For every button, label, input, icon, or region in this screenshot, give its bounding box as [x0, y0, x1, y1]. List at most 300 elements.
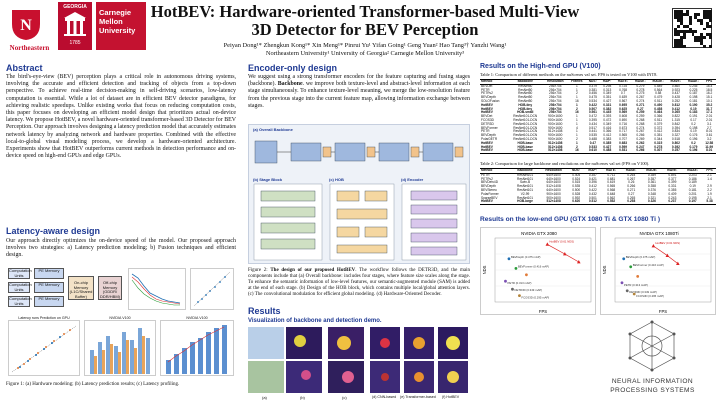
latency-scatter-small	[190, 268, 234, 310]
table2-cell: ResNet101	[517, 187, 533, 192]
qr-module	[689, 22, 692, 25]
table1-cell: 0.247	[636, 144, 645, 149]
table1-cell: 0.456	[588, 91, 597, 96]
table1-cell: 0.518	[671, 136, 680, 141]
table1-cell: 0.472	[588, 114, 597, 119]
table2-cell: 0.271	[627, 187, 636, 192]
table2-cell: 0.648	[607, 191, 616, 196]
table1-cell: 0.445	[603, 110, 612, 115]
table1-cell: ResNet101-DCN	[513, 136, 538, 141]
table1-cell: 0.608	[619, 114, 628, 119]
table1-cell: 0.716	[619, 121, 628, 126]
table1-cell: BEVFormer	[481, 125, 498, 130]
table2-cell: 640×1600	[546, 172, 561, 177]
table1-cell: 16	[575, 110, 579, 115]
table1-cell: 0.351	[603, 95, 612, 100]
onchip-memory: On-chip Memory (L1C/Shared Buffer)	[68, 276, 94, 300]
table1-header-cell: mAVE↓	[667, 80, 684, 85]
table1-cell: 0.860	[671, 83, 680, 88]
baseline-point	[636, 275, 639, 278]
table1-cell: 0.266	[632, 149, 650, 153]
hotbev-point	[577, 260, 581, 263]
table2-cell: 0.189	[688, 180, 697, 185]
table1-cell: 0.434	[588, 121, 597, 126]
table2-cell: 0.321	[647, 195, 656, 200]
table2-cell: 0.432	[588, 191, 597, 196]
table1-cell: 0.268	[636, 117, 645, 122]
table1-cell: HotBEV	[481, 106, 493, 111]
table1-cell: BEVDet	[481, 83, 493, 88]
table2-cell: ResNet101	[517, 172, 533, 177]
table1-cell: 0.610	[586, 149, 600, 153]
table2-cell: 640×1600	[546, 176, 561, 181]
table1-cell: 0.278	[636, 87, 645, 92]
backbone-diagram	[253, 133, 467, 173]
table2-cell: 2.1	[707, 172, 712, 177]
offchip-memory: Off-chip Memory (GDDR/ DDR/HBM)	[98, 276, 122, 300]
table2-cell: 0.326	[641, 200, 662, 204]
table1-cell: 0.599	[619, 144, 628, 149]
table1-cell: 0.533	[588, 144, 597, 149]
table1-cell: 1.315	[671, 117, 680, 122]
table2-header-cell: mAOE↓	[641, 169, 662, 174]
table1-cell: 0.183	[689, 110, 698, 115]
table1-cell: 0.422	[588, 102, 597, 107]
table1-cell: 1	[575, 117, 578, 122]
table1-cell: 12.58	[705, 140, 714, 145]
table2-cell: 0.19	[689, 184, 696, 189]
table1-cell: 0.252	[671, 98, 680, 103]
table2-cell: 0.552	[601, 200, 621, 204]
table1-cell: 0.464	[654, 110, 663, 115]
table1-cell: HotBEV	[481, 144, 493, 149]
table1-header-cell: mAOE↓	[649, 80, 667, 85]
table2-cell: 0.357	[647, 176, 656, 181]
table1-cell: 10.1	[706, 98, 713, 103]
table2-header-cell: mAP↑	[584, 169, 601, 174]
hob-diagram	[329, 183, 395, 261]
point-label: PETR (0.313 mAP)	[623, 282, 648, 287]
table2-cell: 0.409	[668, 191, 677, 196]
pe-memory-3: PE Memory	[34, 296, 64, 307]
neurips-line1: NEURAL INFORMATION	[611, 378, 694, 385]
georgia-arch-icon	[63, 12, 87, 38]
table1-cell: 900×1600	[548, 114, 563, 119]
table2-caption: Table 2: Comparison for large backbone and resolutions on the nuScenes val set (FPS on V100).	[480, 161, 650, 166]
high-end-heading: Results on the High-end GPU (V100)	[480, 63, 601, 70]
qr-module	[683, 36, 686, 39]
baseline-point	[622, 257, 625, 260]
table2-cell: 0.331	[668, 184, 677, 189]
table1-cell: 0.278	[654, 144, 663, 149]
chart-title: NVIDIA GTX 2080	[521, 231, 557, 236]
table1-cell: 512×1408	[548, 140, 563, 145]
table2-header-cell: NDS↑	[568, 169, 584, 174]
results-heading: Results	[248, 306, 281, 316]
table1-cell: 0.569	[619, 110, 628, 115]
table1-cell: 0.196	[689, 136, 698, 141]
x-axis-label: FPS	[658, 309, 668, 314]
point-label: DETR3D (0.349 mAP)	[514, 288, 543, 293]
qr-module	[677, 25, 680, 28]
baseline-point	[525, 273, 528, 276]
point-label: BEVFormer (0.416 mAP)	[632, 262, 664, 267]
table1-cell: 35.2	[706, 102, 713, 107]
table1	[480, 79, 716, 154]
table2-cell: 0.592	[572, 195, 581, 200]
table1-cell: 0.379	[654, 121, 663, 126]
table1-cell: 0.565	[619, 133, 628, 138]
point-label: HotBEV (0.61 NDS)	[655, 241, 681, 245]
panel-c-label: (c) HOB	[329, 177, 344, 182]
table2-cell: 0.197	[682, 200, 703, 204]
table1-cell: 0.673	[619, 125, 628, 130]
table1-cell: DETR3D	[481, 121, 494, 126]
table1-cell: 0.822	[671, 114, 680, 119]
table2-cell: 0.515	[572, 180, 581, 185]
table1-cell: 16	[575, 98, 579, 103]
table1-cell: 0.768	[619, 87, 628, 92]
table2-header-cell: mAVE↓	[662, 169, 682, 174]
table1-cell: 0.176	[689, 133, 698, 138]
table2-cell: 0.237	[662, 200, 682, 204]
table2-cell: 0.348	[647, 191, 656, 196]
table1-cell: 0.531	[615, 149, 632, 153]
table2-cell: 0.355	[668, 187, 677, 192]
table1-cell: 3.1	[706, 121, 712, 126]
latency-line-chart	[128, 268, 186, 310]
table2-cell: 0.186	[688, 176, 697, 181]
table1-cell: 0.269	[636, 136, 645, 141]
table1-cell: 256×704	[549, 87, 562, 92]
qr-module	[683, 45, 686, 48]
table2-cell: 0.500	[572, 187, 581, 192]
table1-cell: 900×1600	[548, 121, 563, 126]
table1-cell: 0.275	[636, 91, 645, 96]
table1-cell: 900×1600	[548, 117, 563, 122]
table1-cell: 0.725	[619, 83, 628, 88]
table1-cell: 0.383	[603, 136, 612, 141]
table2-cell: 0.501	[588, 195, 597, 200]
table1-cell: 0.271	[636, 102, 645, 107]
table2-cell: PETR	[481, 172, 490, 177]
table1-header-cell: mAP↑	[600, 80, 615, 85]
table2-cell: 0.404	[572, 172, 581, 177]
chart-gtx2080	[480, 227, 596, 315]
table2-cell: BEVDetv4D	[481, 180, 499, 185]
figure2-caption: Figure 2: The design of our proposed HotBEV. The workflow follows the DETR3D, and the main components include that (a) Overall backbone: includes four stages, where feature size scales along the stage. To enhance the semantic information of low-level features, our semantic-augmented module (SAM) is added at the end of each stage. (b) Design of the HOB block, which contains multiple local/global attention layers. (c) The convolutional modulation for efficient global modeling. (d) Hardware-Oriented Decoder.	[248, 268, 470, 297]
table1-cell: 8.01	[702, 149, 716, 153]
table1-cell: 0.458	[654, 106, 663, 111]
table2-cell: 640×1600	[546, 180, 561, 185]
qr-module	[709, 25, 712, 28]
table1-cell: 0.313	[603, 87, 612, 92]
table2-cell: ResNet101	[517, 176, 533, 181]
table1-cell: ResNet101-DCN	[513, 121, 538, 126]
table1-cell: HotBEV	[480, 149, 508, 153]
table2-cell: 0.376	[647, 187, 656, 192]
table1-cell: ResNet50	[518, 83, 533, 88]
pe-memory-2: PE Memory	[34, 282, 64, 293]
table1-cell: 2	[575, 91, 578, 96]
table1-cell: 1	[575, 133, 578, 138]
compute-unit-1: Computation Units	[9, 268, 32, 278]
table1-cell: ResNet50	[518, 98, 533, 103]
table1-cell: 0.245	[689, 83, 698, 88]
table1-cell: 0.427	[603, 144, 612, 149]
table1-cell: 0.393	[603, 114, 612, 119]
table2-cell: 512×1408	[539, 200, 568, 204]
compute-unit-3: Computation Units	[9, 296, 32, 306]
table1-cell: 0.372	[654, 125, 663, 130]
qr-module	[709, 36, 712, 39]
table1-cell: 0.394	[671, 125, 680, 130]
table1-cell: 0.298	[603, 83, 612, 88]
table1-cell: 18.5	[706, 87, 713, 92]
table2-cell: 1.9	[707, 191, 712, 196]
table1-cell: 0.842	[671, 121, 680, 126]
table1-cell: 256×704	[549, 91, 562, 96]
table1-cell: 0.517	[588, 125, 597, 130]
table1-cell: 0.511	[654, 117, 663, 122]
table1-cell: 15.1	[706, 95, 713, 100]
table1-cell: 0.690	[619, 117, 628, 122]
table1-cell: 0.923	[671, 87, 680, 92]
table2-cell: 0.412	[588, 184, 597, 189]
table1-cell: 256×704	[549, 95, 562, 100]
table1-cell: HotBEV	[481, 102, 493, 107]
table1-cell: ResNet50	[518, 95, 533, 100]
table2-cell: HOB-large	[511, 200, 539, 204]
table1-cell: 0.385	[603, 140, 612, 145]
table1-cell: 16.4	[706, 83, 713, 88]
low-end-heading: Results on the low-end GPU (GTX 1080 Ti & GTX 1080 Ti )	[480, 216, 661, 223]
table1-cell: HOB-base	[517, 144, 533, 149]
baseline-point	[518, 294, 521, 297]
table2-cell: 0.422	[588, 187, 597, 192]
vis-label-c: (c)	[342, 395, 347, 400]
table1-cell: 0.475	[588, 95, 597, 100]
table1-cell: 256×704	[549, 98, 562, 103]
table1-cell: 256×704	[549, 110, 562, 115]
table1-cell: 0.265	[671, 110, 680, 115]
table2-cell: 0.266	[627, 184, 636, 189]
table1-cell: 1	[575, 121, 578, 126]
table2-cell: 0.421	[588, 176, 597, 181]
table1-cell: 2	[575, 144, 578, 149]
hotbev-point	[676, 262, 680, 265]
qr-module	[709, 19, 712, 22]
table1-cell: 0.274	[636, 125, 645, 130]
latency-heading: Latency-aware design	[6, 226, 101, 236]
northeastern-wordmark: Northeastern	[9, 44, 50, 52]
table1-cell: 0.225	[689, 87, 698, 92]
table1-cell: 0.366	[603, 129, 612, 134]
georgia-year: 1785	[69, 40, 81, 46]
baseline-point	[621, 281, 624, 284]
table2-cell: 900×1600	[546, 195, 561, 200]
authors: Peiyan Dong¹* Zhengkun Kong¹* Xin Meng¹* Pinrui Yu¹ Yifan Going¹ Geng Yuan² Hao Tang³† Yanzhi Wang¹	[223, 42, 507, 49]
table1-cell: 0.717	[619, 129, 628, 134]
georgia-wordmark: GEORGIA	[63, 4, 87, 10]
chart-gtx1080ti	[600, 227, 716, 315]
table1-cell: 0.7	[620, 91, 626, 96]
point-label: BEVDepth (0.475 mAP)	[625, 254, 656, 259]
table2-cell: 0.711	[607, 172, 616, 177]
table1-cell: 0.331	[603, 102, 612, 107]
qr-module	[700, 22, 703, 25]
table1-cell: 0.349	[603, 91, 612, 96]
table1-cell: 0.379	[588, 83, 597, 88]
table2-cell: PolarFormer	[481, 191, 499, 196]
table2-cell: 0.203	[688, 172, 697, 177]
table1-cell: 1	[575, 95, 578, 100]
table2-cell: 0.399	[668, 180, 677, 185]
table1-cell: 0.534	[588, 98, 597, 103]
table1-cell: 3.61	[706, 133, 713, 138]
baseline-point	[508, 257, 511, 260]
table1-cell: 0.488	[588, 136, 597, 141]
abstract-text: The bird's-eye-view (BEV) perception plays a critical role in autonomous driving systems, involving the accurate and efficient detection and tracking of objects from a top-down perspective. To achieve real-time decision-making in self-driving scenarios, low-latency computation is essential. While a lot of dataset are in efficient BEV detector paradigms, for achieving realistic speedups. Unlike existing works that focus on reducing computation costs, this paper focuses on developing an efficient model design that prioritizes actual on-device latency. We propose HotBEV, a novel hardware-oriented transformer-based 3D Detector for BEV Perception. Our approach involves designing a latency prediction model that accurately estimates network latency by analyzing network and hardware properties. Combined with the effective local-to-global visual modeling process, we develop a hardware-oriented architecture. Experiments show that HotBEV outperforms current methods in detection performance and on-device speed on high-end GPUs and edge GPUs.	[6, 74, 236, 160]
table1-cell: 0.428	[671, 95, 680, 100]
table1-cell: 512×1408	[543, 149, 568, 153]
table1-cell: HotBEV	[481, 110, 493, 115]
table1-cell: 0.19	[690, 106, 697, 111]
table1-cell: 0.327	[671, 133, 680, 138]
table1-cell: 0.257	[667, 149, 684, 153]
table1-cell: PolarDETR	[481, 136, 498, 141]
table1-cell: 0.382	[603, 106, 612, 111]
latency-panel-1-title: Latency runs Prediction on GPU	[18, 316, 70, 320]
vis-label-d: (d) CNN-based	[372, 395, 397, 399]
table1-cell: 1	[575, 87, 578, 92]
table2-cell: 0.565	[607, 184, 616, 189]
table1-cell: 0.315	[654, 140, 663, 145]
table1-cell: 0.181	[689, 98, 698, 103]
table1-cell: 256×704	[549, 102, 562, 107]
table1-cell: 0.412	[603, 133, 612, 138]
table1-cell: 0.834	[671, 129, 680, 134]
table1-cell: 0.490	[654, 102, 663, 107]
table1-cell: 0.507	[588, 106, 597, 111]
vis-label-b: (b)	[300, 395, 305, 400]
table1-cell: 1	[575, 140, 578, 145]
author-block	[150, 42, 580, 57]
decoder-diagram	[401, 183, 467, 261]
point-label: FCOS3D (0.295 mAP)	[521, 295, 550, 300]
table2-cell: 0.181	[688, 187, 697, 192]
table1-cell: 2	[575, 136, 578, 141]
table1-cell: 17.1	[706, 110, 713, 115]
table1-cell: PETR	[481, 129, 490, 134]
table1-header-cell: mASE↓	[632, 80, 650, 85]
table1-cell: PETR	[481, 87, 490, 92]
table1-cell: 0.279	[636, 83, 645, 88]
latency-panel-3-title: NVIDIA V100	[186, 316, 208, 320]
latency-text: Our approach directly optimizes the on-device speed of the model. Our proposed approach involves two strategies: a) Latency prediction modeling; b) Fusion techniques and efficient design.	[6, 238, 236, 259]
table1-cell: 16	[568, 149, 586, 153]
table2-cell: 0.27	[628, 191, 635, 196]
table1-cell: 0.266	[636, 133, 645, 138]
table1-cell: 0.695	[619, 102, 628, 107]
table2-cell: 640×1600	[546, 187, 561, 192]
neurips-line2: PROCESSING SYSTEMS	[610, 387, 695, 394]
panel-a-label: (a) Overall Backbone	[253, 127, 293, 132]
table2-cell: 0.524	[572, 176, 581, 181]
table1-cell: 0.625	[619, 106, 628, 111]
table2-cell: 0.243	[668, 195, 677, 200]
table2	[480, 168, 716, 205]
table2-cell: 0.891	[668, 172, 677, 177]
table1-cell: ResNet101-DCN	[513, 114, 538, 119]
table1-cell: 2.01	[706, 114, 713, 119]
hotbev-series-line	[653, 246, 677, 264]
table2-cell: ResNet101	[517, 195, 533, 200]
table1-cell: 0.416	[603, 125, 612, 130]
table1-cell: 0.564	[654, 87, 663, 92]
table1-cell: 0.58	[655, 91, 662, 96]
latency-panel-2-title: NVIDIA V100	[109, 316, 131, 320]
table1-header-cell: Method	[480, 80, 508, 85]
point-label: HotBEV (0.61 NDS)	[549, 239, 575, 244]
table1-cell: 31.7	[706, 106, 713, 111]
table2-cell: 900×1600	[546, 191, 561, 196]
table1-cell: 0.344	[654, 136, 663, 141]
y-axis-label: NDS	[482, 265, 487, 275]
table2-cell: 0.357	[588, 172, 597, 177]
table1-cell: 0.198	[689, 95, 698, 100]
table1-cell: 0.441	[588, 129, 597, 134]
compute-unit-2: Computation Units	[9, 282, 32, 292]
cmu-wordmark: Carnegie Mellon University	[99, 8, 136, 35]
abstract-heading: Abstract	[6, 63, 43, 73]
table1-cell: ResNet50	[518, 87, 533, 92]
qr-module	[703, 28, 706, 31]
table1-cell: 0.535	[588, 133, 597, 138]
table2-cell: 0.265	[627, 195, 636, 200]
affiliations: Northeastern University¹ University of Georgia² Carnegie Mellon University³	[265, 49, 465, 57]
table1-cell: 0.267	[636, 95, 645, 100]
table1-row	[480, 149, 716, 153]
table1-cell: 0.511	[654, 98, 663, 103]
table1-cell: 0.274	[636, 98, 645, 103]
table1-cell: 0.639	[619, 95, 628, 100]
latency-panel-3	[160, 316, 234, 378]
table2-cell: 0.535	[572, 184, 581, 189]
point-label: BEVFormer (0.416 mAP)	[517, 264, 550, 269]
table2-cell: 0.528	[572, 191, 581, 196]
table2-cell: 5.38	[703, 200, 716, 204]
table2-cell: 2.2	[707, 187, 712, 192]
table1-cell: 0.262	[636, 140, 645, 145]
hardware-model-figure	[6, 266, 236, 392]
table2-cell: 2.1	[707, 195, 712, 200]
table2-cell: V2-99	[520, 191, 530, 196]
table1-cell: 900×1600	[548, 133, 563, 138]
table1-cell: SOLOFusion	[481, 98, 500, 103]
encoder-text: We suggest using a strong transformer encoders for the feature capturing and fusing stages (backbone). Backbone. we improve both texture-level and abstract-level information at each stage simultaneously. To enhance texture-level meaning, we merge the low-resolution feature from the previous stage into the current feature map, allowing information exchange between stages.	[248, 74, 470, 109]
table1-cell: 1	[575, 83, 578, 88]
svg-text:N: N	[20, 17, 32, 34]
table1-cell: ResNet101-DCN	[513, 117, 538, 122]
encoder-heading: Encoder-only design	[248, 63, 338, 73]
table1-cell: 512×1408	[548, 144, 563, 149]
point-label: PETR (0.313 mAP)	[507, 281, 532, 286]
qr-code[interactable]	[672, 8, 712, 48]
table2-cell: 0.361	[647, 180, 656, 185]
table2-row	[480, 200, 716, 204]
table1-header-cell: Frames	[568, 80, 586, 85]
